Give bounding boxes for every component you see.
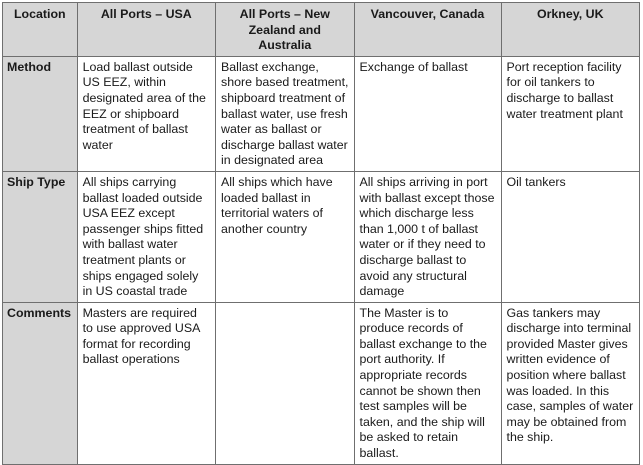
row-header-comments: Comments (3, 302, 78, 464)
table-row-ship-type (3, 171, 640, 302)
table-cell: Gas tankers may discharge into terminal provided Master gives written evidence of position where ballast was loaded. In this case, samples of water may be obtained from the ship. (501, 302, 640, 464)
table-cell: Load ballast outside US EEZ, within designated area of the EEZ or shipboard treatment of ballast water (77, 56, 215, 171)
table-cell: All ships carrying ballast loaded outside USA EEZ except passenger ships fitted with ballast water treatment plants or ships engaged solely in US coastal trade (77, 171, 215, 302)
table-cell: The Master is to produce records of ballast exchange to the port authority. If appropriate records cannot be shown then test samples will be taken, and the ship will be asked to retain ballast. (354, 302, 501, 464)
table-row-comments (3, 302, 640, 464)
table-cell: Exchange of ballast (354, 56, 501, 171)
column-header-nz-australia: All Ports – New Zealand and Australia (216, 3, 354, 57)
table-cell: Oil tankers (501, 171, 640, 302)
row-header-ship-type: Ship Type (3, 171, 78, 302)
table-row-method (3, 56, 640, 171)
ballast-regulations-table-container (2, 2, 640, 461)
table-header-row (3, 3, 640, 57)
table-cell: All ships which have loaded ballast in territorial waters of another country (216, 171, 354, 302)
column-header-orkney: Orkney, UK (501, 3, 640, 57)
table-cell (216, 302, 354, 464)
table-cell: All ships arriving in port with ballast except those which discharge less than 1,000 t of ballast water or if they need to discharge ballast to avoid any structural damage (354, 171, 501, 302)
table-cell: Masters are required to use approved USA format for recording ballast operations (77, 302, 215, 464)
table-cell: Port reception facility for oil tankers to discharge to ballast water treatment plant (501, 56, 640, 171)
table-cell: Ballast exchange, shore based treatment, shipboard treatment of ballast water, use fresh water as ballast or discharge ballast water in designated area (216, 56, 354, 171)
column-header-location: Location (3, 3, 78, 57)
column-header-vancouver: Vancouver, Canada (354, 3, 501, 57)
row-header-method: Method (3, 56, 78, 171)
ballast-regulations-table (2, 2, 640, 465)
column-header-usa: All Ports – USA (77, 3, 215, 57)
